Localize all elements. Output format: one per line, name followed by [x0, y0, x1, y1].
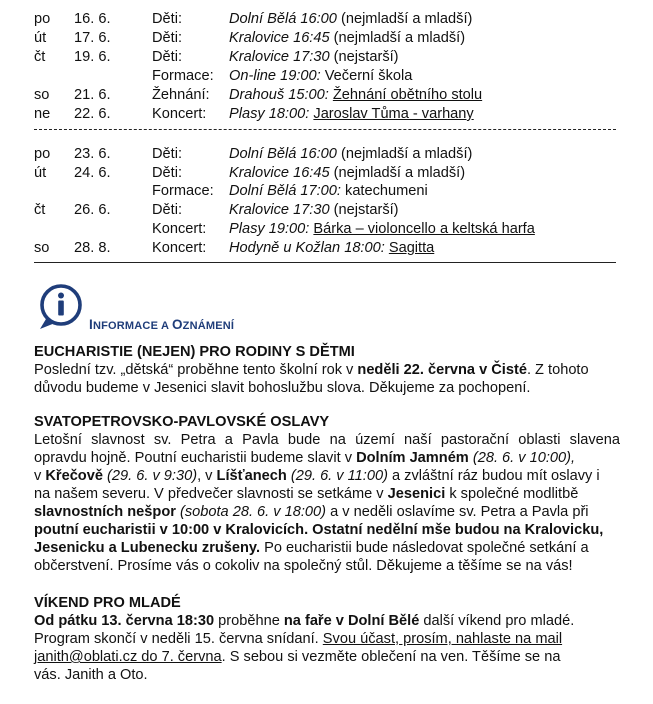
event-detail: katechumeni	[340, 183, 428, 199]
event-place: Kralovice 16:45	[229, 30, 330, 46]
article-oslavy	[34, 413, 620, 575]
schedule-row	[0, 86, 653, 104]
schedule-event	[229, 29, 465, 47]
title-initial: O	[171, 317, 183, 332]
schedule-row	[0, 201, 653, 219]
event-place: Kralovice 17:30	[229, 202, 330, 218]
schedule-date: 21. 6.	[74, 87, 111, 103]
article-line	[34, 648, 620, 666]
text-run: Poslední tzv. „dětská“ proběhne tento školní rok v	[34, 362, 358, 378]
schedule-row	[0, 145, 653, 163]
event-place: On-line 19:00:	[229, 68, 321, 84]
article-line	[34, 539, 620, 557]
text-run: k společné modlitbě	[445, 486, 579, 502]
schedule-date: 23. 6.	[74, 146, 111, 162]
text-run: Křečově	[45, 468, 103, 484]
text-run: Líšťanech	[216, 468, 287, 484]
event-detail: (nejstarší)	[329, 49, 399, 65]
event-detail: (nejstarší)	[329, 202, 399, 218]
text-run: (29. 6. v 11:00)	[286, 468, 388, 484]
event-link[interactable]: Bárka – violoncello a keltská harfa	[313, 221, 535, 237]
text-run: na našem severu. V předvečer slavnosti se setkáme v	[34, 486, 388, 502]
schedule-kind: Děti:	[152, 49, 183, 65]
article-heading: VÍKEND PRO MLADÉ	[34, 595, 181, 611]
event-place: Kralovice 16:45	[229, 165, 330, 181]
title-text: ZNÁMENÍ	[182, 320, 235, 332]
article-line: vás. Janith a Oto.	[34, 667, 148, 683]
info-icon	[36, 283, 88, 331]
text-run: Jesenicku a Lubenecku zrušeny.	[34, 540, 261, 556]
event-detail: Večerní škola	[320, 68, 413, 84]
schedule-event	[229, 105, 474, 123]
schedule-kind: Děti:	[152, 146, 183, 162]
section-title	[89, 316, 234, 335]
schedule-kind: Koncert:	[152, 221, 207, 237]
text-run: slavnostních nešpor	[34, 504, 176, 520]
title-initial: I	[89, 317, 93, 332]
schedule-date: 16. 6.	[74, 11, 111, 27]
article-line	[34, 467, 620, 485]
schedule-kind: Formace:	[152, 68, 214, 84]
article-line: občerstvení. Prosíme vás o cokoliv na společný stůl. Děkujeme a těšíme se na vás!	[34, 558, 573, 574]
signup-link[interactable]: Svou účast, prosím, nahlaste na mail	[322, 631, 563, 647]
schedule-row	[0, 48, 653, 66]
schedule-day: čt	[34, 49, 46, 65]
article-line	[34, 503, 620, 521]
text-run: , v	[197, 468, 217, 484]
text-run: . S sebou si vezměte oblečení na ven. Těšíme se na	[221, 649, 561, 665]
schedule-date: 24. 6.	[74, 165, 111, 181]
event-detail: (nejmladší a mladší)	[336, 146, 473, 162]
article-eucharistie	[34, 343, 620, 397]
solid-divider	[34, 262, 616, 263]
schedule-row	[0, 10, 653, 28]
text-run: Po eucharistii bude následovat společné setkání a	[260, 540, 589, 556]
article-vikend	[34, 594, 620, 684]
text-run: Dolním Jamném	[356, 450, 469, 466]
article-line	[34, 485, 620, 503]
schedule-kind: Děti:	[152, 11, 183, 27]
schedule-row	[0, 220, 653, 238]
event-place: Plasy 19:00:	[229, 221, 310, 237]
article-line: poutní eucharistii v 10:00 v Kralovicích. Ostatní nedělní mše budou na Kralovicku,	[34, 522, 604, 538]
text-run: opravdu hojně. Poutní eucharistii budeme slavit v	[34, 450, 357, 466]
event-place: Plasy 18:00:	[229, 106, 310, 122]
text-run: (sobota 28. 6. v 18:00)	[175, 504, 327, 520]
article-line: důvodu budeme v Jesenici slavit bohoslužbu slova. Děkujeme za pochopení.	[34, 380, 531, 396]
event-place: Drahouš 15:00:	[229, 87, 329, 103]
schedule-event	[229, 145, 472, 163]
schedule-kind: Koncert:	[152, 106, 207, 122]
article-line	[34, 361, 620, 379]
schedule-row	[0, 67, 653, 85]
text-run: (28. 6. v 10:00),	[468, 450, 576, 466]
schedule-date: 22. 6.	[74, 106, 111, 122]
dashed-divider	[34, 126, 616, 134]
text-run: Program skončí v neděli 15. června snídaní.	[34, 631, 323, 647]
schedule-day: po	[34, 146, 51, 162]
event-link[interactable]: Jaroslav Tůma - varhany	[313, 106, 474, 122]
article-heading: EUCHARISTIE (NEJEN) PRO RODINY S DĚTMI	[34, 344, 355, 360]
schedule-event	[229, 182, 428, 200]
schedule-day: čt	[34, 202, 46, 218]
schedule-event	[229, 239, 434, 257]
event-detail: (nejmladší a mladší)	[336, 11, 473, 27]
schedule-kind: Žehnání:	[152, 87, 210, 103]
schedule-kind: Formace:	[152, 183, 214, 199]
schedule-kind: Koncert:	[152, 240, 207, 256]
article-line	[34, 630, 620, 648]
title-text: NFORMACE A	[92, 320, 172, 332]
schedule-event	[229, 164, 465, 182]
schedule-event	[229, 220, 535, 238]
text-run: a zvláštní ráz budou mít oslavy i	[387, 468, 600, 484]
text-run: další víkend pro mladé.	[419, 613, 575, 629]
event-detail: (nejmladší a mladší)	[329, 165, 466, 181]
schedule-row	[0, 29, 653, 47]
text-run: v	[34, 468, 46, 484]
schedule-row	[0, 164, 653, 182]
schedule-day: po	[34, 11, 51, 27]
event-place: Kralovice 17:30	[229, 49, 330, 65]
schedule-day: út	[34, 165, 47, 181]
event-place: Dolní Bělá 16:00	[229, 146, 337, 162]
schedule-day: út	[34, 30, 47, 46]
event-link[interactable]: Sagitta	[388, 240, 435, 256]
schedule-event	[229, 48, 399, 66]
schedule-row	[0, 239, 653, 257]
schedule-date: 17. 6.	[74, 30, 111, 46]
text-run: . Z tohoto	[526, 362, 589, 378]
article-line	[34, 449, 620, 467]
event-place: Dolní Bělá 17:00:	[229, 183, 341, 199]
event-place: Dolní Bělá 16:00	[229, 11, 337, 27]
schedule-row	[0, 182, 653, 200]
schedule-row	[0, 105, 653, 123]
schedule-date: 19. 6.	[74, 49, 111, 65]
text-run: a v neděli oslavíme sv. Petra a Pavla při	[326, 504, 589, 520]
event-detail: (nejmladší a mladší)	[329, 30, 466, 46]
text-run: Jesenici	[387, 486, 446, 502]
text-run: na faře v Dolní Bělé	[283, 613, 420, 629]
text-run: (29. 6. v 9:30)	[102, 468, 198, 484]
schedule-kind: Děti:	[152, 30, 183, 46]
article-line	[34, 612, 620, 630]
schedule-date: 28. 8.	[74, 240, 111, 256]
schedule-event	[229, 10, 472, 28]
schedule-day: so	[34, 240, 50, 256]
schedule-day: ne	[34, 106, 51, 122]
text-run: neděli 22. června v Čisté	[357, 362, 527, 378]
schedule-event	[229, 201, 399, 219]
event-link[interactable]: Žehnání obětního stolu	[332, 87, 483, 103]
article-line: Letošní slavnost sv. Petra a Pavla bude na území naší pastorační oblasti slavena	[34, 432, 620, 448]
schedule-day: so	[34, 87, 50, 103]
schedule-kind: Děti:	[152, 165, 183, 181]
text-run: Od pátku 13. června 18:30	[34, 613, 215, 629]
schedule-kind: Děti:	[152, 202, 183, 218]
text-run: proběhne	[214, 613, 284, 629]
schedule-event	[229, 86, 482, 104]
schedule-event	[229, 67, 412, 85]
email-link[interactable]: janith@oblati.cz do 7. června	[34, 649, 222, 665]
event-place: Hodyně u Kožlan 18:00:	[229, 240, 385, 256]
article-heading: SVATOPETROVSKO-PAVLOVSKÉ OSLAVY	[34, 414, 330, 430]
schedule-date: 26. 6.	[74, 202, 111, 218]
